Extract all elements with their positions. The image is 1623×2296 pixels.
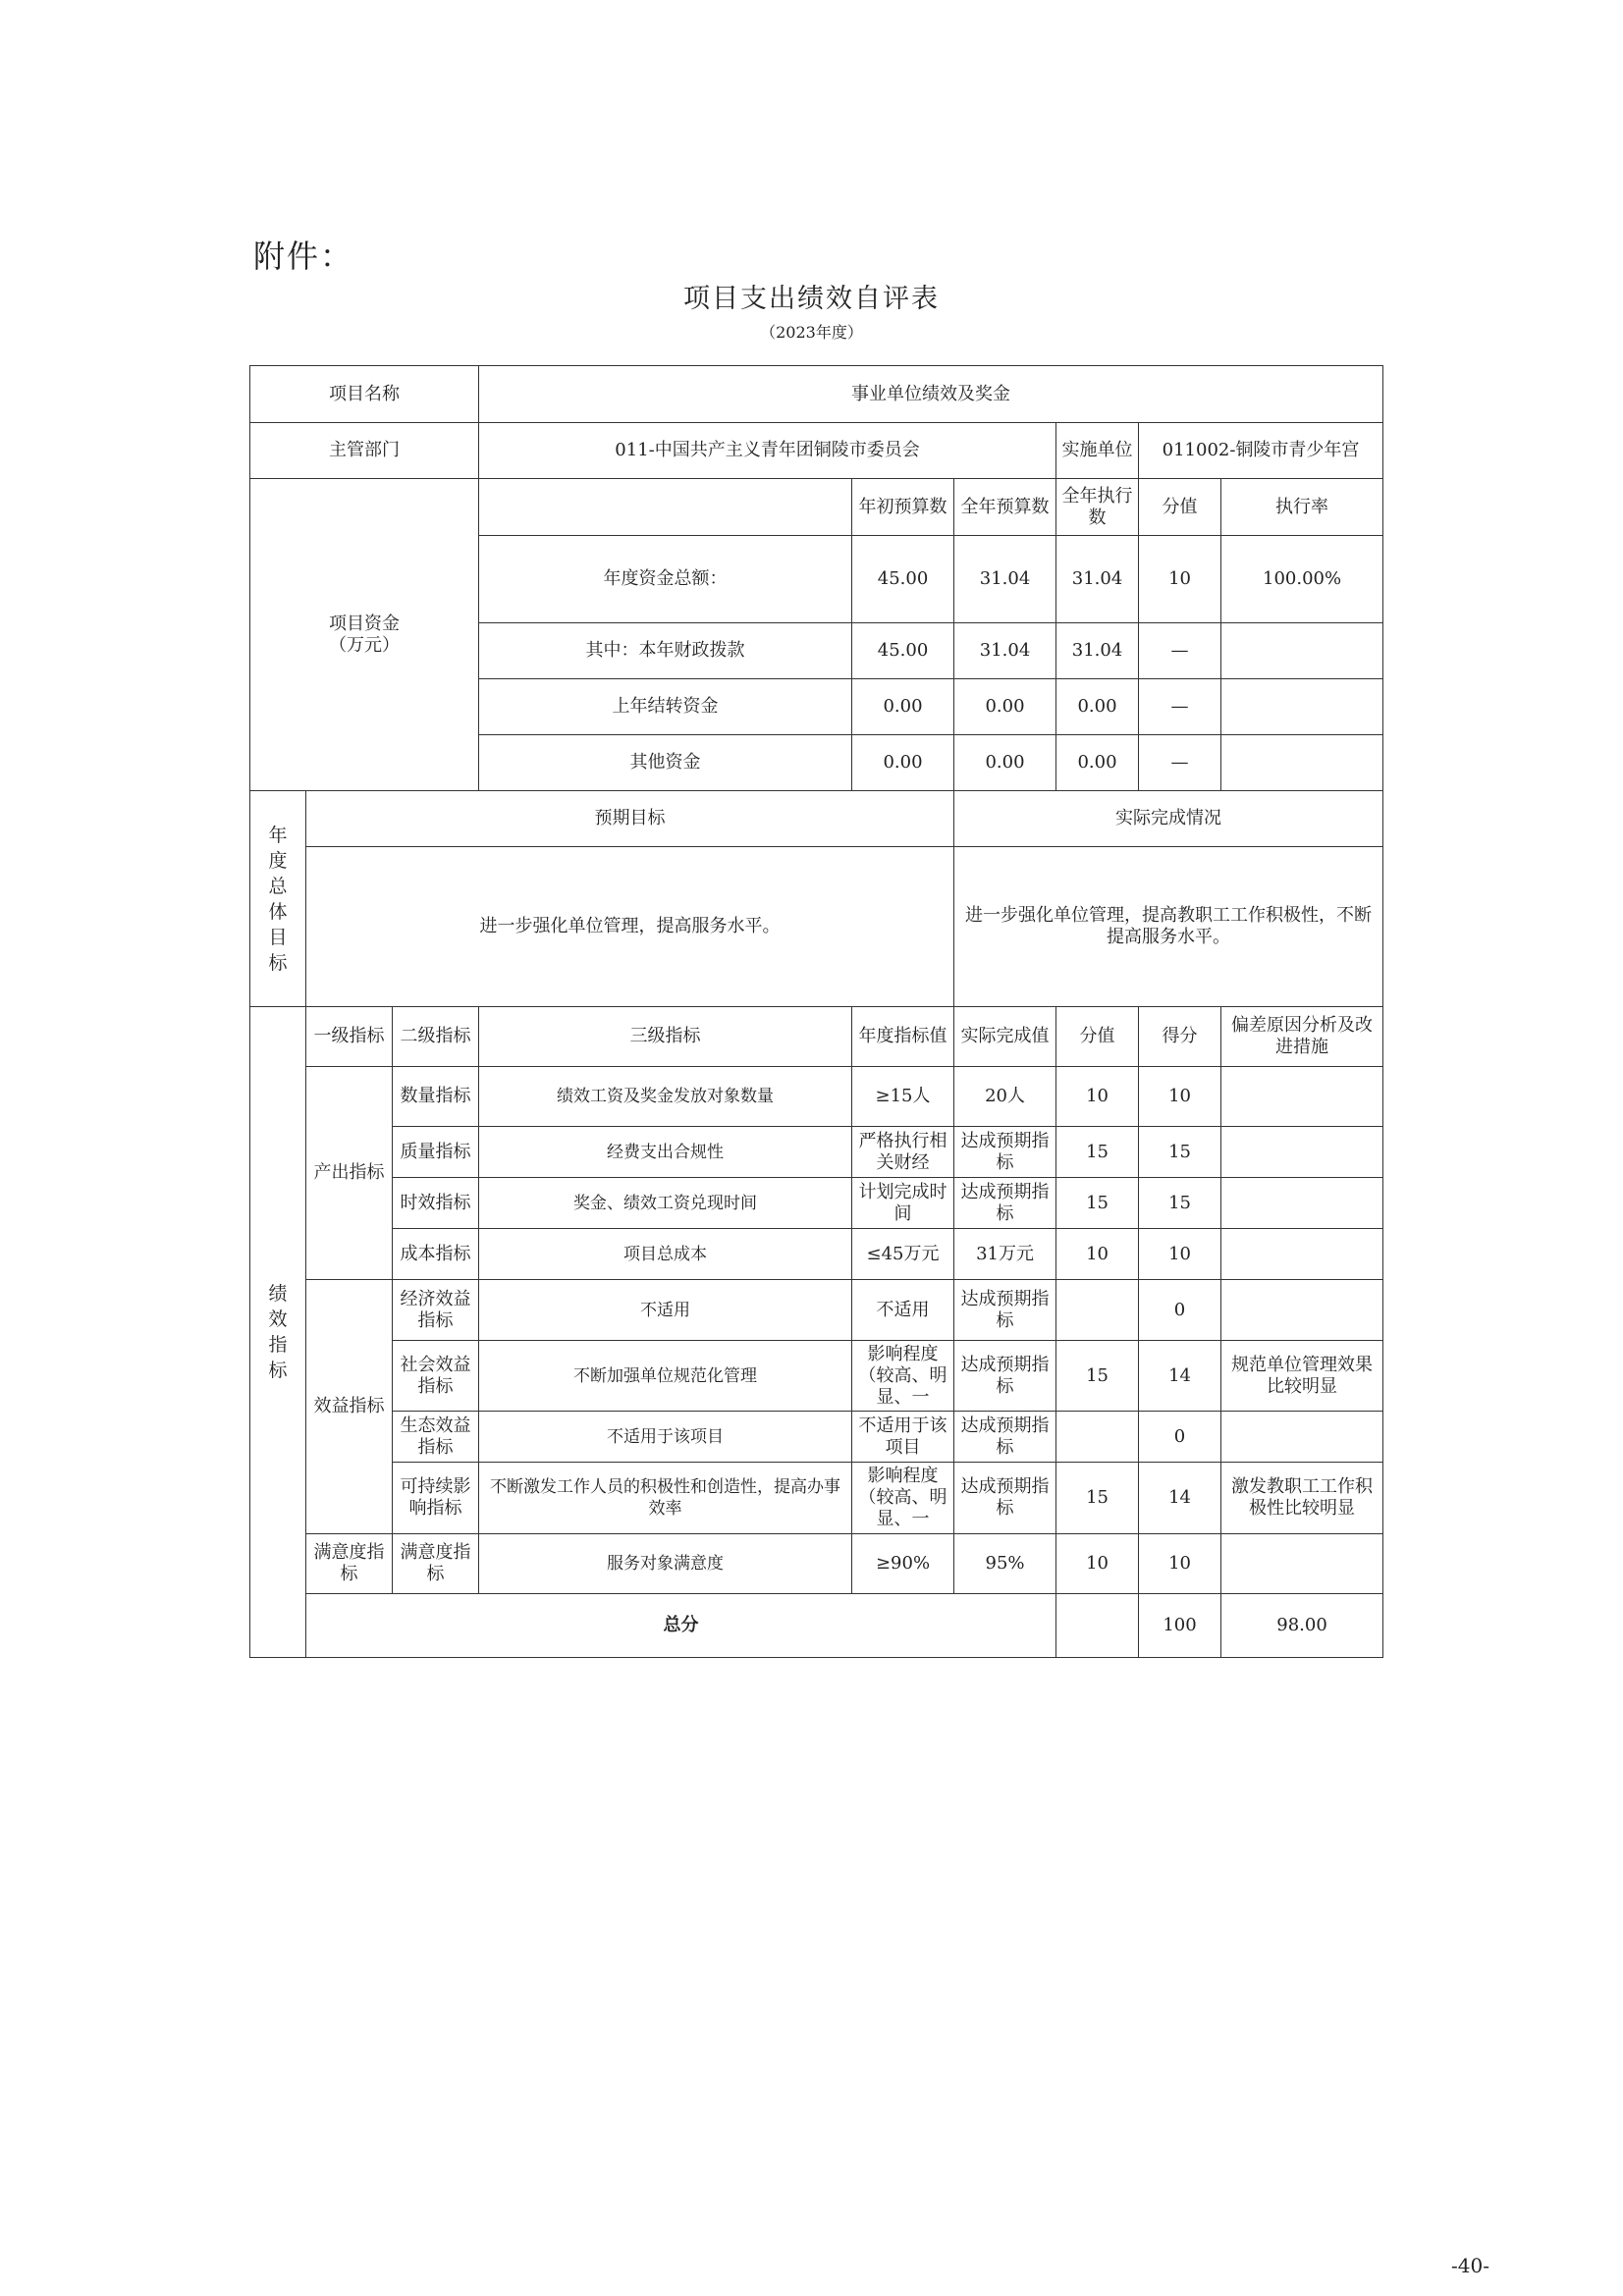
indicator-row <box>250 1341 1383 1412</box>
target-text: 影响程度（较高、明显、一 <box>858 1343 947 1408</box>
department-label: 主管部门 <box>250 423 479 479</box>
project-name-value: 事业单位绩效及奖金 <box>479 366 1383 423</box>
header-target: 年度指标值 <box>852 1007 954 1067</box>
expected-goal-text: 进一步强化单位管理，提高服务水平。 <box>306 847 954 1007</box>
score-cell: 15 <box>1139 1178 1221 1229</box>
header-actual: 实际完成值 <box>954 1007 1056 1067</box>
funds-row-executed: 0.00 <box>1056 679 1139 735</box>
funds-row-annual: 0.00 <box>954 679 1056 735</box>
level1-benefit: 效益指标 <box>306 1280 393 1534</box>
level1-output: 产出指标 <box>306 1067 393 1280</box>
funds-row-annual: 31.04 <box>954 536 1056 623</box>
goals-label-text: 年度总体目标 <box>268 824 288 974</box>
funds-row-rate <box>1221 679 1383 735</box>
actual-cell: 达成预期指标 <box>954 1280 1056 1341</box>
goals-label <box>250 791 306 1007</box>
score-cell: 14 <box>1139 1341 1221 1412</box>
attachment-label: 附件： <box>253 238 354 275</box>
funds-row-executed: 31.04 <box>1056 536 1139 623</box>
score-cell: 0 <box>1139 1280 1221 1341</box>
funds-header-blank <box>479 479 852 536</box>
department-value: 011-中国共产主义青年团铜陵市委员会 <box>479 423 1056 479</box>
target-text: 严格执行相关财经 <box>858 1130 947 1173</box>
score-cell: 15 <box>1139 1127 1221 1178</box>
funds-header-executed: 全年执行数 <box>1056 479 1139 536</box>
note-cell <box>1221 1280 1383 1341</box>
value-cell: 10 <box>1056 1229 1139 1280</box>
actual-goal-header: 实际完成情况 <box>954 791 1383 847</box>
indicator-row <box>250 1463 1383 1534</box>
funds-row-initial: 0.00 <box>852 679 954 735</box>
note-cell <box>1221 1067 1383 1127</box>
value-cell: 10 <box>1056 1534 1139 1594</box>
target-cell <box>852 1341 954 1412</box>
funds-row-label: 其中：本年财政拨款 <box>479 623 852 679</box>
value-cell: 15 <box>1056 1178 1139 1229</box>
score-cell: 10 <box>1139 1067 1221 1127</box>
level3-cell: 不适用于该项目 <box>479 1412 852 1463</box>
level2-cell: 质量指标 <box>393 1127 479 1178</box>
value-cell: 15 <box>1056 1341 1139 1412</box>
note-cell <box>1221 1127 1383 1178</box>
total-blank <box>1056 1594 1139 1658</box>
actual-cell: 95% <box>954 1534 1056 1594</box>
actual-cell: 31万元 <box>954 1229 1056 1280</box>
department-row <box>250 423 1383 479</box>
total-label: 总分 <box>306 1594 1056 1658</box>
funds-row-executed: 31.04 <box>1056 623 1139 679</box>
note-cell: 激发教职工工作积极性比较明显 <box>1221 1463 1383 1534</box>
header-level3: 三级指标 <box>479 1007 852 1067</box>
funds-header-rate: 执行率 <box>1221 479 1383 536</box>
funds-row-executed: 0.00 <box>1056 735 1139 791</box>
actual-cell: 20人 <box>954 1067 1056 1127</box>
note-cell <box>1221 1412 1383 1463</box>
indicator-row <box>250 1178 1383 1229</box>
performance-header-row <box>250 1007 1383 1067</box>
target-cell: 不适用 <box>852 1280 954 1341</box>
funds-row-initial: 0.00 <box>852 735 954 791</box>
note-cell <box>1221 1178 1383 1229</box>
funds-row-score-value: — <box>1139 679 1221 735</box>
note-cell <box>1221 1534 1383 1594</box>
level3-cell: 经费支出合规性 <box>479 1127 852 1178</box>
funds-header-initial: 年初预算数 <box>852 479 954 536</box>
form-year: （2023年度） <box>760 323 863 342</box>
goals-content-row <box>250 847 1383 1007</box>
evaluation-table <box>249 365 1383 1658</box>
level3-cell: 服务对象满意度 <box>479 1534 852 1594</box>
funds-header-annual: 全年预算数 <box>954 479 1056 536</box>
level3-cell: 不适用 <box>479 1280 852 1341</box>
value-cell <box>1056 1412 1139 1463</box>
performance-label <box>250 1007 306 1658</box>
funds-header-score-value: 分值 <box>1139 479 1221 536</box>
level2-cell: 成本指标 <box>393 1229 479 1280</box>
funds-row-label: 上年结转资金 <box>479 679 852 735</box>
project-name-row <box>250 366 1383 423</box>
goals-header-row <box>250 791 1383 847</box>
target-cell: ≥15人 <box>852 1067 954 1127</box>
funds-row-annual: 31.04 <box>954 623 1056 679</box>
total-row <box>250 1594 1383 1658</box>
level2-cell: 生态效益指标 <box>393 1412 479 1463</box>
implementing-unit-value: 011002-铜陵市青少年宫 <box>1139 423 1383 479</box>
form-title: 项目支出绩效自评表 <box>683 284 940 314</box>
indicator-row <box>250 1127 1383 1178</box>
level2-cell: 数量指标 <box>393 1067 479 1127</box>
level2-cell: 经济效益指标 <box>393 1280 479 1341</box>
funds-label-text: 项目资金 （万元） <box>329 613 400 656</box>
page-number: -40- <box>1451 2254 1489 2277</box>
expected-goal-header: 预期目标 <box>306 791 954 847</box>
level3-cell: 绩效工资及奖金发放对象数量 <box>479 1067 852 1127</box>
level1-satisfaction: 满意度指标 <box>306 1534 393 1594</box>
funds-row-initial: 45.00 <box>852 623 954 679</box>
implementing-unit-label: 实施单位 <box>1056 423 1139 479</box>
funds-row-label: 年度资金总额： <box>479 536 852 623</box>
header-level2: 二级指标 <box>393 1007 479 1067</box>
funds-row-score-value: 10 <box>1139 536 1221 623</box>
target-text: 影响程度（较高、明显、一 <box>858 1466 947 1529</box>
score-cell: 14 <box>1139 1463 1221 1534</box>
score-cell: 10 <box>1139 1229 1221 1280</box>
indicator-row <box>250 1412 1383 1463</box>
funds-header-row <box>250 479 1383 536</box>
actual-cell: 达成预期指标 <box>954 1412 1056 1463</box>
note-cell <box>1221 1229 1383 1280</box>
level2-cell: 社会效益指标 <box>393 1341 479 1412</box>
funds-row-label: 其他资金 <box>479 735 852 791</box>
funds-row-rate <box>1221 735 1383 791</box>
funds-row-rate <box>1221 623 1383 679</box>
value-cell: 10 <box>1056 1067 1139 1127</box>
indicator-row <box>250 1229 1383 1280</box>
funds-row-initial: 45.00 <box>852 536 954 623</box>
level3-cell: 不断激发工作人员的积极性和创造性，提高办事效率 <box>479 1463 852 1534</box>
actual-cell: 达成预期指标 <box>954 1127 1056 1178</box>
level2-cell: 时效指标 <box>393 1178 479 1229</box>
level2-cell: 可持续影响指标 <box>393 1463 479 1534</box>
funds-row-annual: 0.00 <box>954 735 1056 791</box>
actual-cell: 达成预期指标 <box>954 1341 1056 1412</box>
actual-goal-text: 进一步强化单位管理，提高教职工工作积极性，不断提高服务水平。 <box>954 847 1383 1007</box>
funds-row-rate: 100.00% <box>1221 536 1383 623</box>
level3-cell: 不断加强单位规范化管理 <box>479 1341 852 1412</box>
actual-cell: 达成预期指标 <box>954 1178 1056 1229</box>
target-cell: ≤45万元 <box>852 1229 954 1280</box>
target-cell <box>852 1127 954 1178</box>
funds-row-score-value: — <box>1139 623 1221 679</box>
funds-label <box>250 479 479 791</box>
target-cell: ≥90% <box>852 1534 954 1594</box>
target-cell <box>852 1463 954 1534</box>
header-score: 得分 <box>1139 1007 1221 1067</box>
indicator-row <box>250 1067 1383 1127</box>
header-note: 偏差原因分析及改进措施 <box>1221 1007 1383 1067</box>
score-cell: 0 <box>1139 1412 1221 1463</box>
level3-cell: 奖金、绩效工资兑现时间 <box>479 1178 852 1229</box>
project-name-label: 项目名称 <box>250 366 479 423</box>
indicator-row <box>250 1280 1383 1341</box>
indicator-row <box>250 1534 1383 1594</box>
header-level1: 一级指标 <box>306 1007 393 1067</box>
level2-cell: 满意度指标 <box>393 1534 479 1594</box>
performance-label-text: 绩效指标 <box>268 1283 288 1381</box>
actual-cell: 达成预期指标 <box>954 1463 1056 1534</box>
target-cell: 不适用于该项目 <box>852 1412 954 1463</box>
header-value: 分值 <box>1056 1007 1139 1067</box>
funds-row-score-value: — <box>1139 735 1221 791</box>
value-cell: 15 <box>1056 1127 1139 1178</box>
note-cell: 规范单位管理效果比较明显 <box>1221 1341 1383 1412</box>
value-cell: 15 <box>1056 1463 1139 1534</box>
value-cell <box>1056 1280 1139 1341</box>
score-cell: 10 <box>1139 1534 1221 1594</box>
total-score: 98.00 <box>1221 1594 1383 1658</box>
target-cell: 计划完成时间 <box>852 1178 954 1229</box>
level3-cell: 项目总成本 <box>479 1229 852 1280</box>
total-value: 100 <box>1139 1594 1221 1658</box>
